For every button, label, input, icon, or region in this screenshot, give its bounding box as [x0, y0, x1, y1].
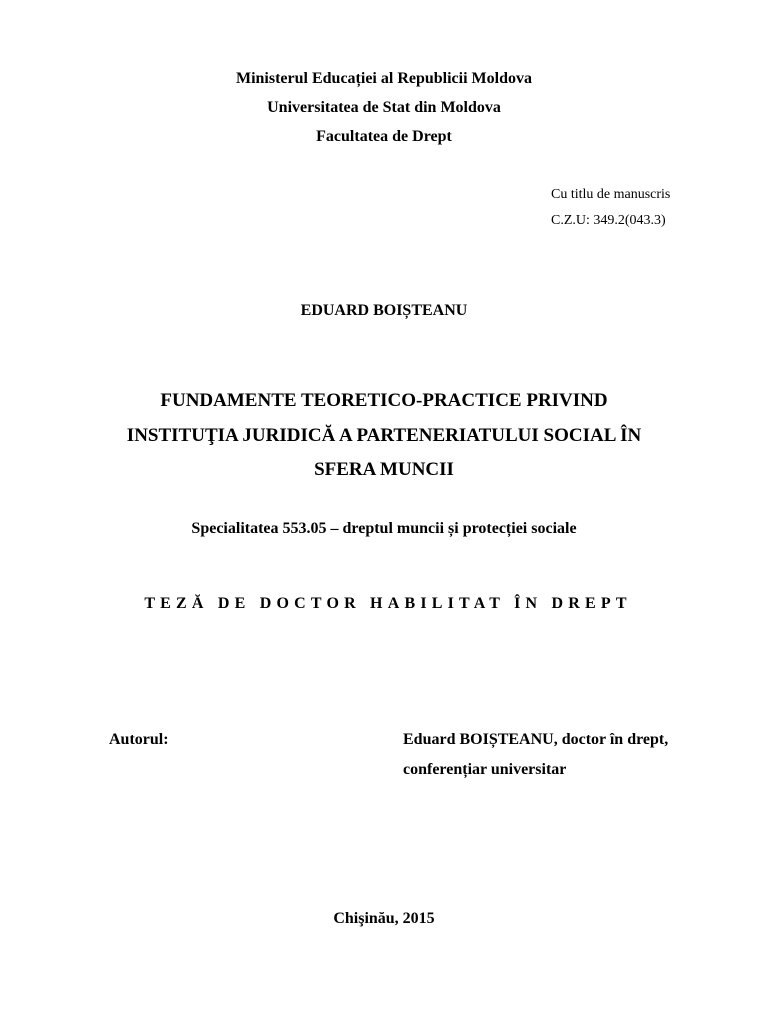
place-and-year: Chişinău, 2015	[333, 910, 435, 927]
university-name: Universitatea de Stat din Moldova	[267, 99, 501, 116]
faculty-name: Facultatea de Drept	[316, 128, 452, 145]
thesis-title-line-2: INSTITUŢIA JURIDICĂ A PARTENERIATULUI SOCIAL ÎN	[126, 425, 642, 446]
thesis-title-line-3: SFERA MUNCII	[314, 459, 454, 480]
manuscript-rights-note: Cu titlu de manuscris	[551, 187, 671, 202]
specialty-line: Specialitatea 553.05 – dreptul muncii și protecției sociale	[191, 520, 577, 537]
author-name-heading: EDUARD BOIȘTEANU	[300, 302, 468, 319]
thesis-type-heading: TEZĂ DE DOCTOR HABILITAT ÎN DREPT	[144, 595, 632, 612]
author-credentials-line-2: conferențiar universitar	[403, 761, 567, 778]
author-credentials-line-1: Eduard BOIȘTEANU, doctor în drept,	[403, 731, 669, 748]
thesis-title-line-1: FUNDAMENTE TEORETICO-PRACTICE PRIVIND	[160, 390, 608, 411]
author-label: Autorul:	[109, 731, 169, 748]
ministry-name: Ministerul Educației al Republicii Moldova	[235, 70, 532, 87]
czu-classification: C.Z.U: 349.2(043.3)	[551, 213, 666, 228]
